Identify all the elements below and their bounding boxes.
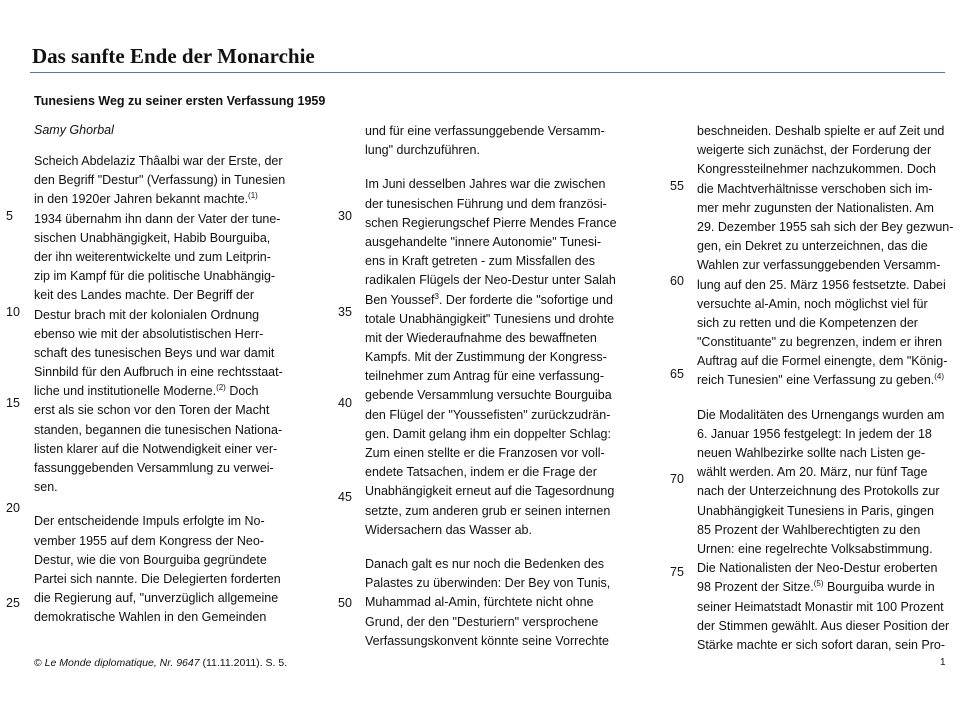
text-line <box>697 352 960 371</box>
line-text: mer mehr zugunsten der Nationalisten. Am <box>697 200 934 215</box>
line-text: weigerte sich zunächst, der Forderung der <box>697 143 932 158</box>
text-line <box>365 214 635 233</box>
text-line <box>34 344 304 363</box>
text-column-2 <box>365 122 635 666</box>
text-line <box>365 233 635 252</box>
line-text: den Flügel der "Youssefisten" zurückzudrän- <box>365 407 611 422</box>
paragraph <box>365 555 635 651</box>
line-text: Urnen: eine regelrechte Volksabstimmung. <box>697 541 933 556</box>
text-line <box>697 199 960 218</box>
line-text: Muhammad al-Amin, fürchtete nicht ohne <box>365 595 594 610</box>
line-text: Verfassungskonvent könnte seine Vorrechte <box>365 633 609 648</box>
line-text: 98 Prozent der Sitze. <box>697 580 814 595</box>
line-text: Destur, wie die von Bourguiba gegründete <box>34 552 267 567</box>
line-text: ens in Kraft getreten - zum Missfallen des <box>365 254 595 269</box>
text-line <box>34 248 304 267</box>
text-line <box>365 593 635 612</box>
text-line <box>697 160 960 179</box>
line-text: gebende Versammlung versuchte Bourguiba <box>365 388 612 403</box>
source-name: Le Monde diplomatique, Nr. 9647 <box>44 657 200 669</box>
line-text: "Constituante" zu begrenzen, indem er ihren <box>697 335 943 350</box>
text-column-1 <box>34 152 304 643</box>
text-line <box>365 406 635 425</box>
line-text: lung" durchzuführen. <box>365 143 480 158</box>
line-text: Scheich Abdelaziz Thâalbi war der Erste, der <box>34 154 283 168</box>
line-text: gen, ein Dekret zu unterzeichnen, das die <box>697 239 928 254</box>
line-text-tail: Doch <box>225 384 259 399</box>
line-text: neuen Wahlbezirke sollte nach Listen ge- <box>697 446 926 460</box>
text-line <box>365 521 635 540</box>
line-text: fassunggebenden Versammlung zu verwei- <box>34 461 274 475</box>
line-number: 25 <box>6 596 20 610</box>
author: Samy Ghorbal <box>34 123 114 137</box>
line-text: Die Modalitäten des Urnengangs wurden am <box>697 407 945 422</box>
line-text: Destur brach mit der kolonialen Ordnung <box>34 307 260 322</box>
text-line <box>697 482 960 501</box>
footnote-marker: (2) <box>216 383 226 393</box>
text-line <box>697 256 960 275</box>
text-line <box>697 502 960 521</box>
line-text: Sinnbild für den Aufbruch in eine rechtsstaat- <box>34 365 283 380</box>
text-line <box>34 306 304 325</box>
footnote-marker: (1) <box>248 191 258 201</box>
text-line <box>697 295 960 314</box>
text-line <box>697 598 960 617</box>
text-line <box>365 252 635 271</box>
subtitle: Tunesiens Weg zu seiner ersten Verfassung 1959 <box>34 94 326 108</box>
text-line <box>697 276 960 295</box>
text-line <box>34 325 304 344</box>
line-text: versuchte al-Amin, noch möglichst viel für <box>697 296 928 311</box>
text-line <box>34 459 304 478</box>
text-line <box>697 122 960 141</box>
text-line <box>365 271 635 290</box>
source-date: (11.11.2011) <box>202 657 260 669</box>
line-text: die Machtverhältnisse verschoben sich im- <box>697 181 933 196</box>
line-text: reich Tunesien" eine Verfassung zu geben. <box>697 373 935 388</box>
line-text: wählt werden. Am 20. März, nur fünf Tage <box>697 465 928 480</box>
line-text: Ben Youssef <box>365 292 435 307</box>
line-text: Auftrag auf die Formel einengte, dem "König- <box>697 354 948 369</box>
paragraph <box>697 406 960 655</box>
line-text: listen klarer auf die Notwendigkeit einer ver- <box>34 441 278 456</box>
text-line <box>34 570 304 589</box>
line-number: 20 <box>6 501 20 515</box>
copyright-symbol: © <box>34 657 42 669</box>
text-line <box>365 482 635 501</box>
line-text: der Stimmen gewählt. Aus dieser Position der <box>697 618 950 633</box>
title-divider <box>30 72 945 73</box>
line-text: sen. <box>34 480 58 495</box>
line-text: teilnehmer zum Antrag für eine verfassung- <box>365 369 605 384</box>
line-text: beschneiden. Deshalb spielte er auf Zeit und <box>697 124 945 138</box>
line-text: seiner Heimatstadt Monastir mit 100 Prozent <box>697 599 944 614</box>
text-line <box>365 632 635 651</box>
line-text-tail: Bourguiba wurde in <box>823 580 935 595</box>
paragraph <box>34 152 304 497</box>
line-text: sischen Unabhängigkeit, Habib Bourguiba, <box>34 230 271 245</box>
line-text: ebenso wie mit der absolutistischen Herr- <box>34 326 264 341</box>
text-line <box>697 617 960 636</box>
line-text: Zum einen stellte er die Franzosen vor voll- <box>365 446 605 460</box>
line-number: 10 <box>6 305 20 319</box>
text-line <box>365 310 635 329</box>
line-number: 30 <box>338 209 352 223</box>
text-line <box>697 636 960 655</box>
text-line <box>365 574 635 593</box>
line-text: 1934 übernahm ihn dann der Vater der tune- <box>34 211 281 226</box>
text-line <box>365 386 635 405</box>
text-line <box>697 559 960 578</box>
line-text: die Regierung auf, "unverzüglich allgemeine <box>34 591 279 606</box>
line-text-tail: . Der forderte die "sofortige und <box>438 292 613 307</box>
text-line <box>365 555 635 574</box>
line-number: 75 <box>670 565 684 579</box>
text-line <box>34 171 304 190</box>
source-pages: . S. 5. <box>259 657 288 669</box>
text-column-3 <box>697 122 960 670</box>
line-text: Der entscheidende Impuls erfolgte im No- <box>34 514 265 529</box>
line-text: demokratische Wahlen in den Gemeinden <box>34 610 267 625</box>
text-line <box>365 425 635 444</box>
line-text: standen, begannen die tunesischen Nationa- <box>34 422 283 437</box>
line-number: 5 <box>6 209 13 223</box>
text-line <box>697 463 960 482</box>
line-number: 70 <box>670 472 684 486</box>
text-line <box>34 363 304 382</box>
line-text: Kongressteilnehmer nachzukommen. Doch <box>697 162 937 177</box>
text-line <box>697 578 960 597</box>
text-line <box>365 291 635 310</box>
text-line <box>365 122 635 141</box>
line-text: Partei sich nannte. Die Delegierten forderten <box>34 571 281 586</box>
line-text: liche und institutionelle Moderne. <box>34 384 217 399</box>
footnote-marker: (5) <box>813 579 824 589</box>
text-line <box>34 478 304 497</box>
line-text: Grund, der den "Desturiern" versprochene <box>365 614 599 629</box>
line-number: 35 <box>338 305 352 319</box>
text-line <box>34 532 304 551</box>
line-text: und für eine verfassunggebende Versamm- <box>365 124 605 138</box>
line-number: 50 <box>338 596 352 610</box>
line-number: 60 <box>670 274 684 288</box>
text-line <box>365 502 635 521</box>
text-line <box>365 329 635 348</box>
text-line <box>34 421 304 440</box>
line-text: Danach galt es nur noch die Bedenken des <box>365 556 605 571</box>
text-line <box>365 367 635 386</box>
line-number: 45 <box>338 490 352 504</box>
line-text: der ihn weiterentwickelte und zum Leitprin- <box>34 249 271 264</box>
text-line <box>365 141 635 160</box>
page-number: 1 <box>940 657 946 668</box>
text-line <box>34 229 304 248</box>
text-line <box>697 425 960 444</box>
line-text: der tunesischen Führung und dem französi- <box>365 196 607 211</box>
line-text: Widersachern das Wasser ab. <box>365 522 532 537</box>
line-text: keit des Landes machte. Der Begriff der <box>34 288 255 303</box>
line-text: zip im Kampf für die politische Unabhängig- <box>34 269 276 284</box>
text-line <box>697 406 960 425</box>
line-text: totale Unabhängigkeit" Tunesiens und drohte <box>365 311 615 326</box>
text-line <box>697 540 960 559</box>
line-text: Die Nationalisten der Neo-Destur eroberten <box>697 561 938 576</box>
text-line <box>34 190 304 209</box>
text-line <box>697 180 960 199</box>
paragraph <box>697 122 960 391</box>
text-line <box>697 521 960 540</box>
line-text: Palastes zu überwinden: Der Bey von Tunis, <box>365 576 611 591</box>
text-line <box>365 195 635 214</box>
text-line <box>34 401 304 420</box>
text-line <box>34 512 304 531</box>
line-text: 6. Januar 1956 festgelegt: In jedem der 18 <box>697 426 932 441</box>
line-text: Kampfs. Mit der Zustimmung der Kongress- <box>365 350 607 365</box>
line-text: radikalen Flügels der Neo-Destur unter Salah <box>365 273 616 288</box>
line-text: erst als sie schon vor den Toren der Macht <box>34 403 270 418</box>
text-line <box>34 608 304 627</box>
paragraph <box>34 512 304 627</box>
line-text: endete Tatsachen, indem er die Frage der <box>365 465 597 480</box>
text-line <box>697 218 960 237</box>
line-text: nach der Unterzeichnung des Protokolls zur <box>697 484 940 499</box>
line-text: ausgehandelte "innere Autonomie" Tunesi- <box>365 234 602 249</box>
page-title: Das sanfte Ende der Monarchie <box>32 44 315 68</box>
line-text: 85 Prozent der Wahlberechtigten zu den <box>697 522 921 537</box>
line-text: Stärke machte er sich sofort daran, sein Pro- <box>697 637 946 652</box>
text-line <box>34 267 304 286</box>
text-line <box>697 141 960 160</box>
text-line <box>697 314 960 333</box>
text-line <box>34 382 304 401</box>
text-line <box>697 237 960 256</box>
line-text: lung auf den 25. März 1956 festsetzte. Dabei <box>697 277 946 292</box>
text-line <box>697 333 960 352</box>
line-text: Wahlen zur verfassunggebenden Versamm- <box>697 258 941 273</box>
line-text: Im Juni desselben Jahres war die zwischen <box>365 177 606 192</box>
line-text: in den 1920er Jahren bekannt machte. <box>34 192 249 207</box>
line-text: den Begriff "Destur" (Verfassung) in Tunesien <box>34 173 286 188</box>
line-text: schaft des tunesischen Beys und war damit <box>34 345 275 360</box>
text-line <box>365 613 635 632</box>
text-line <box>697 444 960 463</box>
text-line <box>365 175 635 194</box>
text-line <box>365 444 635 463</box>
line-text: sich zu retten und die Kompetenzen der <box>697 315 918 330</box>
text-line <box>34 440 304 459</box>
line-text: Unabhängigkeit erneut auf die Tagesordnung <box>365 484 615 499</box>
text-line <box>34 551 304 570</box>
line-text: gen. Damit gelang ihm ein doppelter Schlag: <box>365 426 611 441</box>
footnote-marker: (4) <box>934 372 945 382</box>
paragraph <box>365 175 635 540</box>
line-number: 55 <box>670 179 684 193</box>
text-line <box>34 286 304 305</box>
line-number: 15 <box>6 396 20 410</box>
text-line <box>34 210 304 229</box>
line-text: mit der Wiederaufnahme des bewaffneten <box>365 330 597 345</box>
line-text: Unabhängigkeit Tunesiens in Paris, gingen <box>697 503 934 518</box>
paragraph <box>365 122 635 160</box>
text-line <box>34 589 304 608</box>
line-number: 40 <box>338 396 352 410</box>
text-line <box>34 152 304 171</box>
text-line <box>365 463 635 482</box>
line-text: setzte, zum anderen grub er seinen internen <box>365 503 611 518</box>
line-text: 29. Dezember 1955 sah sich der Bey gezwun- <box>697 219 954 234</box>
line-text: vember 1955 auf dem Kongress der Neo- <box>34 533 264 548</box>
text-line <box>365 348 635 367</box>
text-line <box>697 371 960 390</box>
footnote-marker: 3 <box>434 291 439 301</box>
source-citation <box>34 657 287 669</box>
line-text: schen Regierungschef Pierre Mendes France <box>365 215 617 230</box>
line-number: 65 <box>670 367 684 381</box>
